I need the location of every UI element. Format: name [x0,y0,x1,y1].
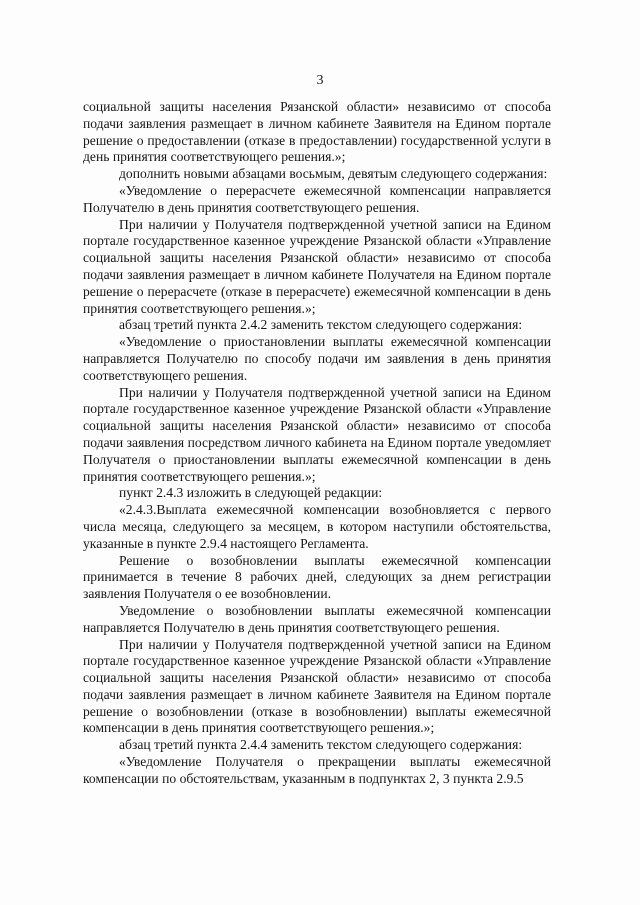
paragraph: «2.4.3.Выплата ежемесячной компенсации возобновляется с первого числа месяца, следующего за месяцем, в котором наступили обстоятельства, указанные в пункте 2.9.4 настоящего Регламента. [83,502,551,551]
page-number: 3 [316,73,324,88]
paragraph-amendment-instruction: абзац третий пункта 2.4.2 заменить текстом следующего содержания: [119,317,523,333]
paragraph-amendment-instruction: пункт 2.4.3 изложить в следующей редакции: [119,485,383,501]
paragraph-amendment-instruction: абзац третий пункта 2.4.4 заменить текстом следующего содержания: [119,737,523,753]
document-body [83,99,551,788]
paragraph: Решение о возобновлении выплаты ежемесячной компенсации принимается в течение 8 рабочих дней, следующих за днем регистрации заявления Получателя о ее возобновлении. [83,552,551,602]
paragraph: При наличии у Получателя подтвержденной учетной записи на Едином портале государственное казенное учреждение Рязанской области «Управление социальной защиты населения Рязанской области» независимо от способа подачи заявления размещает в личном кабинете Заявителя на Едином портале решение о возобновлении (отказе в возобновлении) выплаты ежемесячной компенсации в день принятия соответствующего решения.»; [83,636,551,736]
paragraph: При наличии у Получателя подтвержденной учетной записи на Едином портале государственное казенное учреждение Рязанской области «Управление социальной защиты населения Рязанской области» независимо от способа подачи заявления посредством личного кабинета на Едином портале уведомляет Получателя о приостановлении выплаты ежемесячной компенсации в день принятия соответствующего решения.»; [83,384,551,484]
paragraph-continuation: социальной защиты населения Рязанской области» независимо от способа подачи заявления размещает в личном кабинете Заявителя на Едином портале решение о предоставлении (отказе в предоставлении) государственной услуги в день принятия соответствующего решения.»; [83,99,551,165]
paragraph: «Уведомление о приостановлении выплаты ежемесячной компенсации направляется Получателю по способу подачи им заявления в день принятия соответствующего решения. [83,334,551,383]
paragraph-continued-next-page: «Уведомление Получателя о прекращении выплаты ежемесячной компенсации по обстоятельствам, указанным в подпунктах 2, 3 пункта 2.9.5 [83,754,551,786]
paragraph-amendment-instruction: дополнить новыми абзацами восьмым, девятым следующего содержания: [119,166,548,182]
paragraph: Уведомление о возобновлении выплаты ежемесячной компенсации направляется Получателю в день принятия соответствующего решения. [83,602,551,635]
paragraph: При наличии у Получателя подтвержденной учетной записи на Едином портале государственное казенное учреждение Рязанской области «Управление социальной защиты населения Рязанской области» независимо от способа подачи заявления размещает в личном кабинете Получателя на Едином портале решение о перерасчете (отказе в перерасчете) ежемесячной компенсации в день принятия соответствующего решения.»; [83,216,551,316]
paragraph: «Уведомление о перерасчете ежемесячной компенсации направляется Получателю в день принятия соответствующего решения. [83,182,551,215]
